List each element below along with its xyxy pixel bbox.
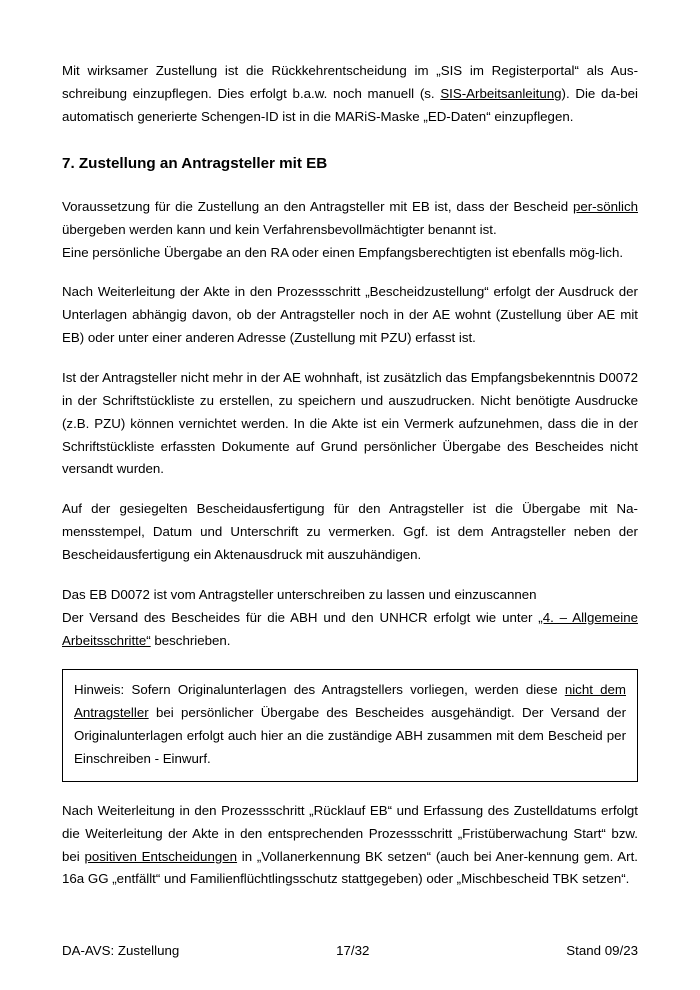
paragraph-ruecklauf-eb bbox=[62, 800, 638, 891]
paragraph-text: Mit wirksamer Zustellung ist die Rückkehrentscheidung im „SIS im Registerportal“ als Aus-schreibung einzupflegen. Dies erfolgt b.a.w. noch manuell (s. bbox=[62, 63, 638, 101]
footer-document-title: DA-AVS: Zustellung bbox=[62, 943, 180, 958]
paragraph-eb-unterschreiben: Das EB D0072 ist vom Antragsteller unterschreiben zu lassen und einzuscannen bbox=[62, 586, 537, 602]
link-allgemeine-arbeitsschritte[interactable]: „4. – Allgemeine Arbeitsschritte“ bbox=[62, 609, 638, 648]
paragraph-voraussetzung bbox=[62, 196, 638, 242]
paragraph-empfangsbekenntnis: Ist der Antragsteller nicht mehr in der AE wohnhaft, ist zusätzlich das Empfangsbekenntnis D0072 in der Schriftstückliste zu erstellen, zu speichern und auszudrucken. Nicht benötigte Ausdrucke (z.B. PZU) können vernichtet werden. In die Akte ist ein Vermerk aufzunehmen, dass die in der Schriftstückliste erfassten Dokumente auf Grund persönlicher Übergabe des Bescheides nicht versandt wurden. bbox=[62, 370, 638, 477]
section-heading-7: 7. Zustellung an Antragsteller mit EB bbox=[62, 154, 328, 172]
document-body bbox=[62, 60, 638, 891]
paragraph-weiterleitung-akte: Nach Weiterleitung der Akte in den Prozessschritt „Bescheidzustellung“ erfolgt der Ausdruck der Unterlagen abhängig davon, ob der Antragsteller noch in der AE wohnt (Zustellung über AE mit EB) oder unter einer anderen Adresse (Zustellung mit PZU) erfasst ist. bbox=[62, 284, 638, 346]
link-sis-arbeitsanleitung[interactable]: SIS-Arbeitsanleitung bbox=[440, 85, 562, 101]
emphasis-positive-entscheidungen: positiven Entscheidungen bbox=[84, 848, 238, 864]
paragraph-text: Der Versand des Bescheides für die ABH und den UNHCR erfolgt wie unter bbox=[62, 609, 539, 625]
footer-page-number: 17/32 bbox=[336, 943, 370, 958]
hinweis-text-a: Hinweis: Sofern Originalunterlagen des Antragstellers vorliegen, werden diese bbox=[74, 682, 565, 698]
hinweis-text-b: bei persönlicher Übergabe des Bescheides ausgehändigt. Der Versand der Originalunterlagen erfolgt auch hier an die zuständige ABH zusammen mit dem Bescheid per Einschreiben - Einwurf. bbox=[74, 705, 626, 767]
paragraph-gesiegelte-ausfertigung: Auf der gesiegelten Bescheidausfertigung für den Antragsteller ist die Übergabe mit Na-mensstempel, Datum und Unterschrift zu vermerken. Ggf. ist dem Antragsteller neben der Bescheidausfertigung ein Aktenausdruck mit auszuhändigen. bbox=[62, 501, 638, 563]
paragraph-text-cont: übergeben werden kann und kein Verfahrensbevollmächtigter benannt ist. bbox=[62, 221, 497, 237]
emphasis-persoenlich: per-sönlich bbox=[572, 198, 638, 214]
paragraph-persoenliche-uebergabe: Eine persönliche Übergabe an den RA oder einen Empfangsberechtigten ist ebenfalls mög-lich. bbox=[62, 244, 624, 260]
paragraph-sis-ausschreibung bbox=[62, 60, 638, 129]
paragraph-text: Nach Weiterleitung in den Prozessschritt „Rücklauf EB“ und Erfassung des Zustelldatums erfolgt die Weiterleitung der Akte in den entsprechenden Prozessschritt „Fristüberwachung Start“ bzw. bei bbox=[62, 802, 638, 864]
hinweis-box bbox=[62, 669, 638, 781]
paragraph-text: Voraussetzung für die Zustellung an den Antragsteller mit EB ist, dass der Bescheid bbox=[62, 198, 573, 214]
paragraph-text-cont: ). Die da-bei automatisch generierte Schengen-ID ist in die MARiS-Maske „ED-Daten“ einzupflegen. bbox=[62, 85, 638, 124]
emphasis-nicht-dem-antragsteller: nicht dem Antragsteller bbox=[74, 682, 626, 721]
paragraph-versand-abh-unhcr bbox=[62, 607, 638, 653]
hinweis-text bbox=[74, 679, 626, 770]
paragraph-text-cont: beschrieben. bbox=[150, 632, 231, 648]
paragraph-text-cont: in „Vollanerkennung BK setzen“ (auch bei Aner-kennung gem. Art. 16a GG „entfällt“ und Familienflüchtlingsschutz stattgegeben) oder „Mischbescheid TBK setzen“. bbox=[62, 848, 638, 887]
page-footer bbox=[62, 943, 638, 958]
footer-version-date: Stand 09/23 bbox=[566, 943, 638, 958]
